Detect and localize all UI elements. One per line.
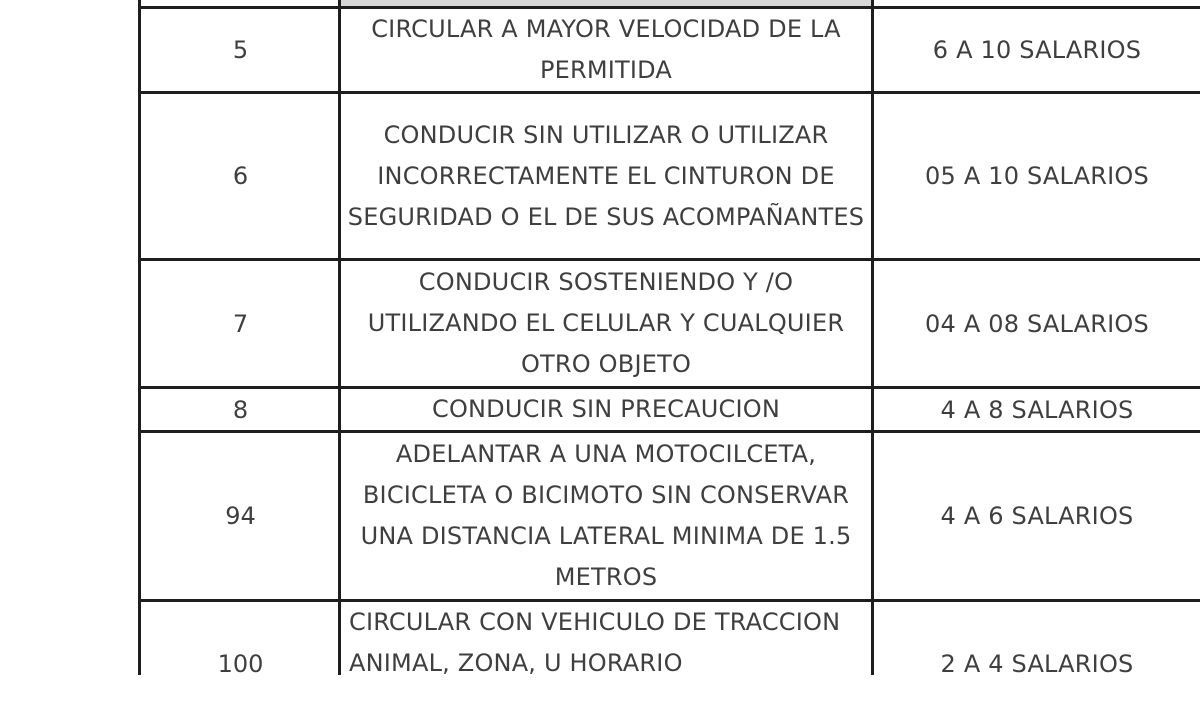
row-number: 6 xyxy=(232,162,249,190)
table-border-left xyxy=(138,0,141,675)
row-number: 8 xyxy=(232,395,249,424)
row-infraction: CIRCULAR CON VEHICULO DE TRACCION ANIMAL, ZONA, U HORARIO xyxy=(349,608,841,677)
row-number: 100 xyxy=(217,650,264,678)
row-number: 94 xyxy=(225,502,256,530)
row-infraction: CONDUCIR SIN PRECAUCION xyxy=(431,395,781,423)
row-fine: 4 A 8 SALARIOS xyxy=(940,395,1134,424)
row-infraction: ADELANTAR A UNA MOTOCILCETA, BICICLETA O BICIMOTO SIN CONSERVAR UNA DISTANCIA LATERAL MINIMA DE 1.5 METROS xyxy=(360,440,852,591)
row-number: 5 xyxy=(232,36,249,64)
row-fine: 6 A 10 SALARIOS xyxy=(932,36,1142,64)
row-fine: 04 A 08 SALARIOS xyxy=(925,309,1149,338)
row-fine: 05 A 10 SALARIOS xyxy=(925,162,1149,190)
row-fine: 4 A 6 SALARIOS xyxy=(940,502,1134,530)
row-number: 7 xyxy=(232,309,249,338)
row-infraction: CONDUCIR SOSTENIENDO Y /O UTILIZANDO EL CELULAR Y CUALQUIER OTRO OBJETO xyxy=(367,268,845,378)
row-infraction: CIRCULAR A MAYOR VELOCIDAD DE LA PERMITIDA xyxy=(371,15,841,84)
row-fine: 2 A 4 SALARIOS xyxy=(940,650,1134,678)
row-infraction: CONDUCIR SIN UTILIZAR O UTILIZAR INCORRECTAMENTE EL CINTURON DE SEGURIDAD O EL DE SUS ACOMPAÑANTES xyxy=(347,120,865,231)
